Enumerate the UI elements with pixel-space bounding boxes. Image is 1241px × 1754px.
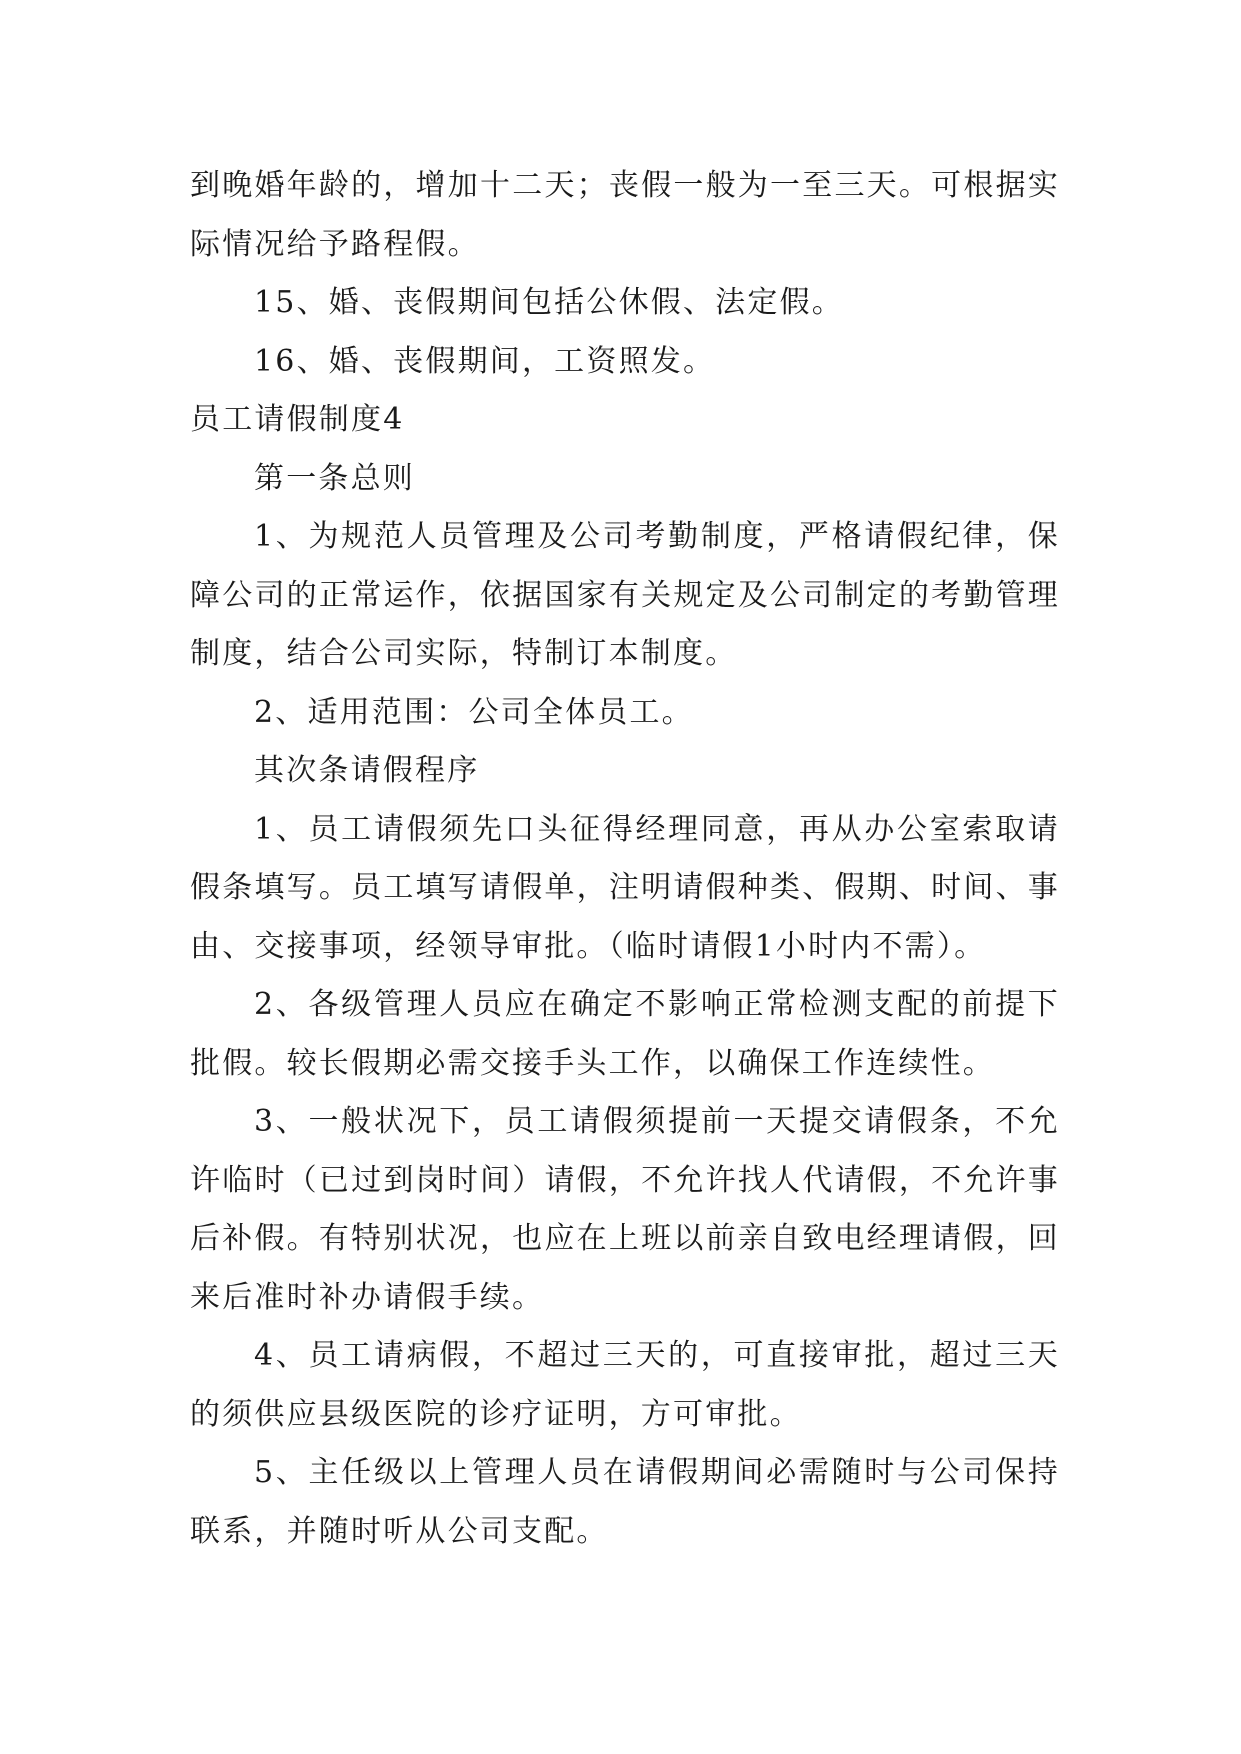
paragraph-procedure-2: 2、各级管理人员应在确定不影响正常检测支配的前提下批假。较长假期必需交接手头工作，以确保工作连续性。: [190, 987, 1060, 1081]
paragraph-procedure-3: 3、一般状况下，员工请假须提前一天提交请假条，不允许临时（已过到岗时间）请假，不允许找人代请假，不允许事后补假。有特别状况，也应在上班以前亲自致电经理请假，回来后准时补办请假手续。: [190, 1104, 1060, 1315]
section-title: 员工请假制度4: [190, 402, 405, 437]
document-body: [190, 157, 1060, 1561]
paragraph-procedure-1: 1、员工请假须先口头征得经理同意，再从办公室索取请假条填写。员工填写请假单，注明请假种类、假期、时间、事由、交接事项，经领导审批。（临时请假1小时内不需）。: [190, 811, 1060, 964]
paragraph-continuation: 到晚婚年龄的，增加十二天；丧假一般为一至三天。可根据实际情况给予路程假。: [190, 168, 1060, 262]
paragraph-procedure-4: 4、员工请病假，不超过三天的，可直接审批，超过三天的须供应县级医院的诊疗证明，方可审批。: [190, 1338, 1060, 1432]
article-heading-1: 第一条总则: [254, 460, 415, 496]
paragraph-procedure-5: 5、主任级以上管理人员在请假期间必需随时与公司保持联系，并随时听从公司支配。: [190, 1455, 1060, 1549]
article-heading-2: 其次条请假程序: [254, 753, 480, 788]
paragraph-general-1: 1、为规范人员管理及公司考勤制度，严格请假纪律，保障公司的正常运作，依据国家有关规定及公司制定的考勤管理制度，结合公司实际，特制订本制度。: [190, 519, 1060, 671]
paragraph-general-2: 2、适用范围：公司全体员工。: [254, 694, 694, 730]
paragraph-item-15: 15、婚、丧假期间包括公休假、法定假。: [254, 285, 844, 320]
paragraph-item-16: 16、婚、丧假期间，工资照发。: [254, 343, 716, 379]
